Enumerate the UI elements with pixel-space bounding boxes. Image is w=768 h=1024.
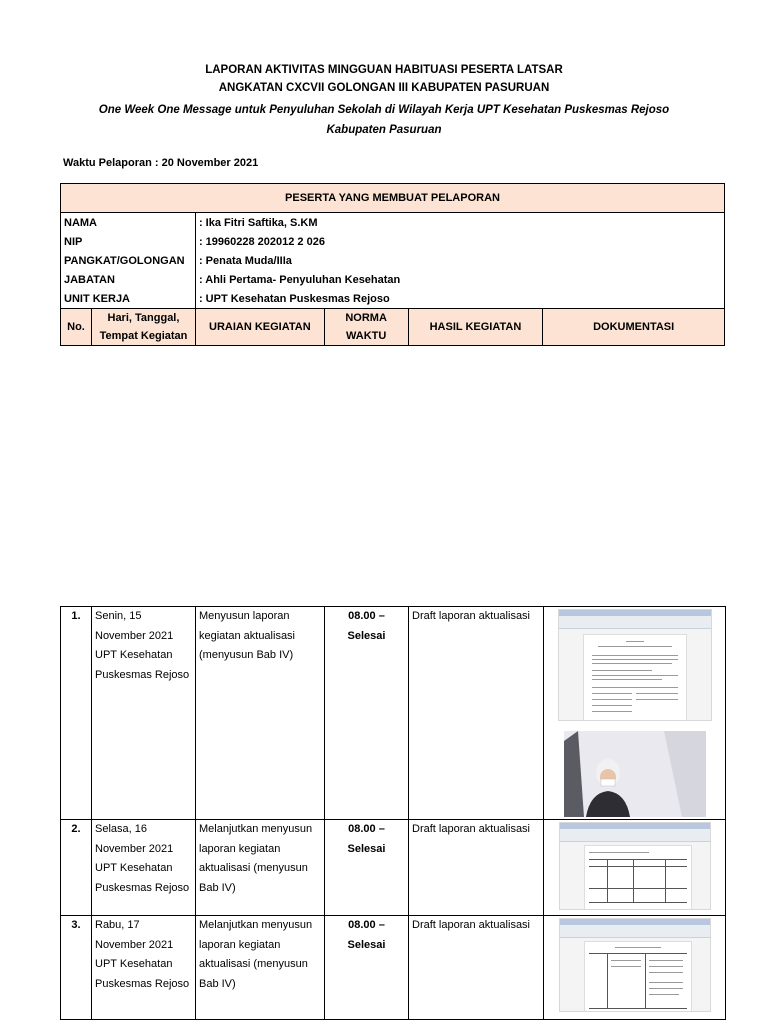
row-no: 3. (61, 916, 92, 1020)
activity-table (60, 606, 726, 1020)
row-uraian: Melanjutkan menyusun laporan kegiatan aktualisasi (menyusun Bab IV) (196, 820, 325, 916)
info-value: : UPT Kesehatan Puskesmas Rejoso (195, 289, 724, 309)
row-hasil: Draft laporan aktualisasi (409, 607, 544, 820)
info-value: : Ahli Pertama- Penyuluhan Kesehatan (195, 270, 724, 289)
info-row-unit-kerja (61, 289, 725, 309)
row-hari: Senin, 15 November 2021 UPT Kesehatan Puskesmas Rejoso (92, 607, 196, 820)
report-date: Waktu Pelaporan : 20 November 2021 (63, 157, 259, 169)
document-screenshot (558, 609, 712, 721)
col-dokumentasi: DOKUMENTASI (543, 309, 725, 346)
row-norma: 08.00 – Selesai (325, 607, 409, 820)
info-label: NAMA (61, 213, 196, 233)
row-norma: 08.00 – Selesai (325, 916, 409, 1020)
info-row-nama (61, 213, 725, 233)
row-hasil: Draft laporan aktualisasi (409, 916, 544, 1020)
row-dokumentasi (544, 916, 726, 1020)
participant-banner: PESERTA YANG MEMBUAT PELAPORAN (61, 184, 725, 213)
row-hasil: Draft laporan aktualisasi (409, 820, 544, 916)
row-norma: 08.00 – Selesai (325, 820, 409, 916)
row-no: 2. (61, 820, 92, 916)
info-label: UNIT KERJA (61, 289, 196, 309)
col-uraian: URAIAN KEGIATAN (195, 309, 324, 346)
row-hari: Rabu, 17 November 2021 UPT Kesehatan Puskesmas Rejoso (92, 916, 196, 1020)
row-dokumentasi (544, 607, 726, 820)
row-hari: Selasa, 16 November 2021 UPT Kesehatan Puskesmas Rejoso (92, 820, 196, 916)
col-norma: NORMA WAKTU (324, 309, 408, 346)
info-value: : Penata Muda/IIIa (195, 251, 724, 270)
report-title: LAPORAN AKTIVITAS MINGGUAN HABITUASI PESERTA LATSAR (205, 64, 563, 76)
row-dokumentasi (544, 820, 726, 916)
document-screenshot (559, 822, 711, 910)
participant-table (60, 183, 725, 346)
col-hasil: HASIL KEGIATAN (408, 309, 543, 346)
info-row-pangkat (61, 251, 725, 270)
info-row-nip (61, 232, 725, 251)
info-label: PANGKAT/GOLONGAN (61, 251, 196, 270)
info-label: NIP (61, 232, 196, 251)
col-no: No. (61, 309, 92, 346)
info-label: JABATAN (61, 270, 196, 289)
document-screenshot (559, 918, 711, 1012)
column-header-row (61, 309, 725, 346)
table-row (61, 607, 726, 820)
activity-photo (564, 731, 706, 817)
row-no: 1. (61, 607, 92, 820)
info-row-jabatan (61, 270, 725, 289)
table-row (61, 820, 726, 916)
row-uraian: Melanjutkan menyusun laporan kegiatan aktualisasi (menyusun Bab IV) (196, 916, 325, 1020)
report-theme: One Week One Message untuk Penyuluhan Sekolah di Wilayah Kerja UPT Kesehatan Puskesmas Rejoso Kabupaten Pasuruan (98, 104, 670, 136)
info-value: : Ika Fitri Saftika, S.KM (195, 213, 724, 233)
info-value: : 19960228 202012 2 026 (195, 232, 724, 251)
person-photo-icon (564, 731, 706, 817)
col-hari: Hari, Tanggal, Tempat Kegiatan (91, 309, 195, 346)
report-subtitle: ANGKATAN CXCVII GOLONGAN III KABUPATEN PASURUAN (218, 82, 550, 94)
table-row (61, 916, 726, 1020)
row-uraian: Menyusun laporan kegiatan aktualisasi (menyusun Bab IV) (196, 607, 325, 820)
